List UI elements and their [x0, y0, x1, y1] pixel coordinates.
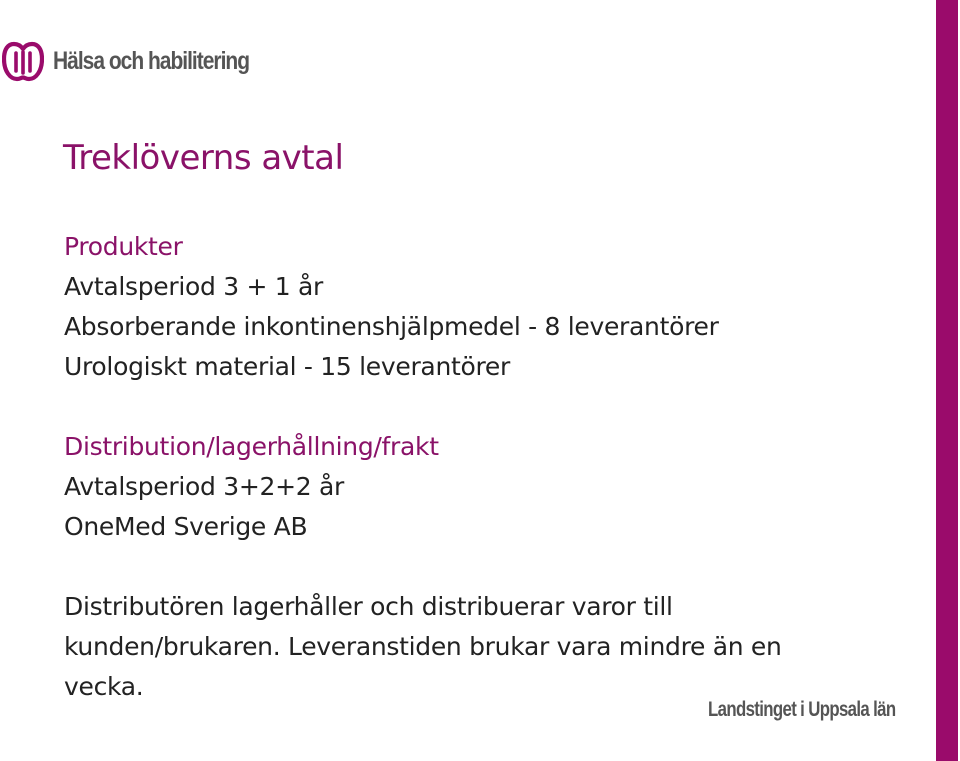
section1-line: Absorberande inkontinenshjälpmedel - 8 leverantörer [64, 312, 719, 341]
side-accent-bar [936, 0, 958, 761]
section3-line: kunden/brukaren. Leveranstiden brukar vara mindre än en [64, 632, 782, 661]
hälsa-och-habilitering-logo-icon [2, 40, 44, 82]
section1-line: Avtalsperiod 3 + 1 år [64, 272, 324, 301]
header-logo [2, 40, 286, 82]
section3-line: vecka. [64, 672, 144, 701]
section3-line: Distributören lagerhåller och distribuerar varor till [64, 592, 673, 621]
spacer [64, 387, 924, 427]
section-heading-distribution: Distribution/lagerhållning/frakt [64, 432, 439, 461]
section2-line: Avtalsperiod 3+2+2 år [64, 472, 344, 501]
section1-line: Urologiskt material - 15 leverantörer [64, 352, 510, 381]
logo-text: Hälsa och habilitering [53, 46, 250, 75]
slide-title: Treklöverns avtal [63, 138, 344, 178]
spacer [64, 547, 924, 587]
slide-body [64, 227, 924, 707]
section-heading-produkter: Produkter [64, 232, 183, 261]
section2-line: OneMed Sverige AB [64, 512, 308, 541]
footer-brand: Landstinget i Uppsala län [708, 698, 896, 721]
